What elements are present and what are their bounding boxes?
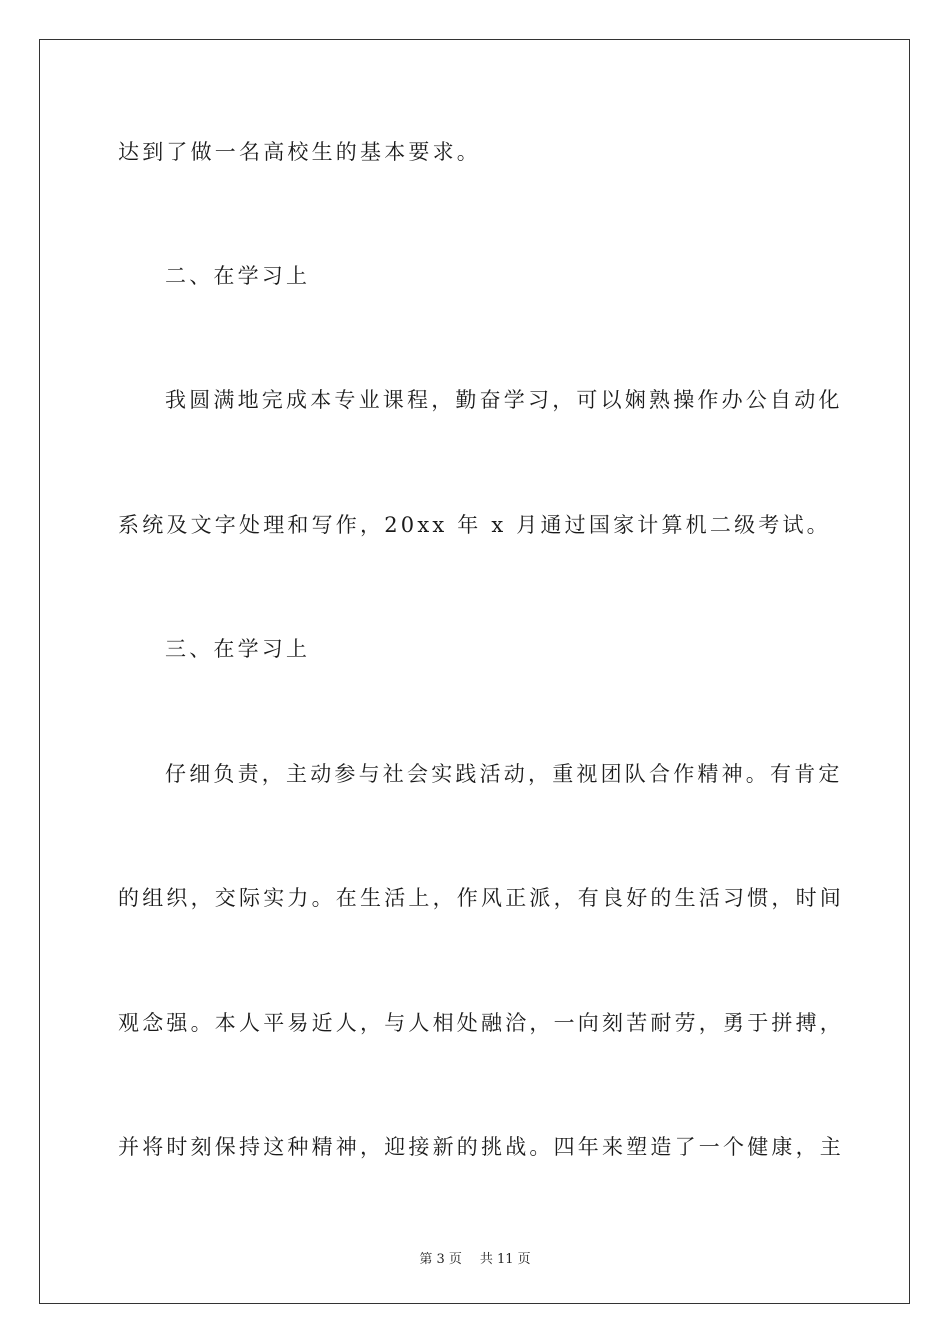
page-footer xyxy=(0,1248,950,1267)
paragraph-line-9: 并将时刻保持这种精神，迎接新的挑战。四年来塑造了一个健康，主 xyxy=(118,1135,844,1159)
page-total: 共 11 页 xyxy=(479,1252,531,1267)
page-number: 第 3 页 xyxy=(419,1252,462,1267)
section-heading-2: 二、在学习上 xyxy=(165,264,311,288)
paragraph-line-6: 仔细负责，主动参与社会实践活动，重视团队合作精神。有肯定 xyxy=(165,762,843,786)
page-frame xyxy=(39,39,910,1304)
section-heading-3: 三、在学习上 xyxy=(165,637,311,661)
paragraph-line-7: 的组织，交际实力。在生活上，作风正派，有良好的生活习惯，时间 xyxy=(118,886,844,910)
paragraph-line-8: 观念强。本人平易近人，与人相处融洽，一向刻苦耐劳，勇于拼搏， xyxy=(118,1011,844,1035)
paragraph-line-3: 我圆满地完成本专业课程，勤奋学习，可以娴熟操作办公自动化 xyxy=(165,388,843,412)
paragraph-line-4: 系统及文字处理和写作，20xx 年 x 月通过国家计算机二级考试。 xyxy=(118,513,831,537)
paragraph-line-1: 达到了做一名高校生的基本要求。 xyxy=(118,140,481,164)
